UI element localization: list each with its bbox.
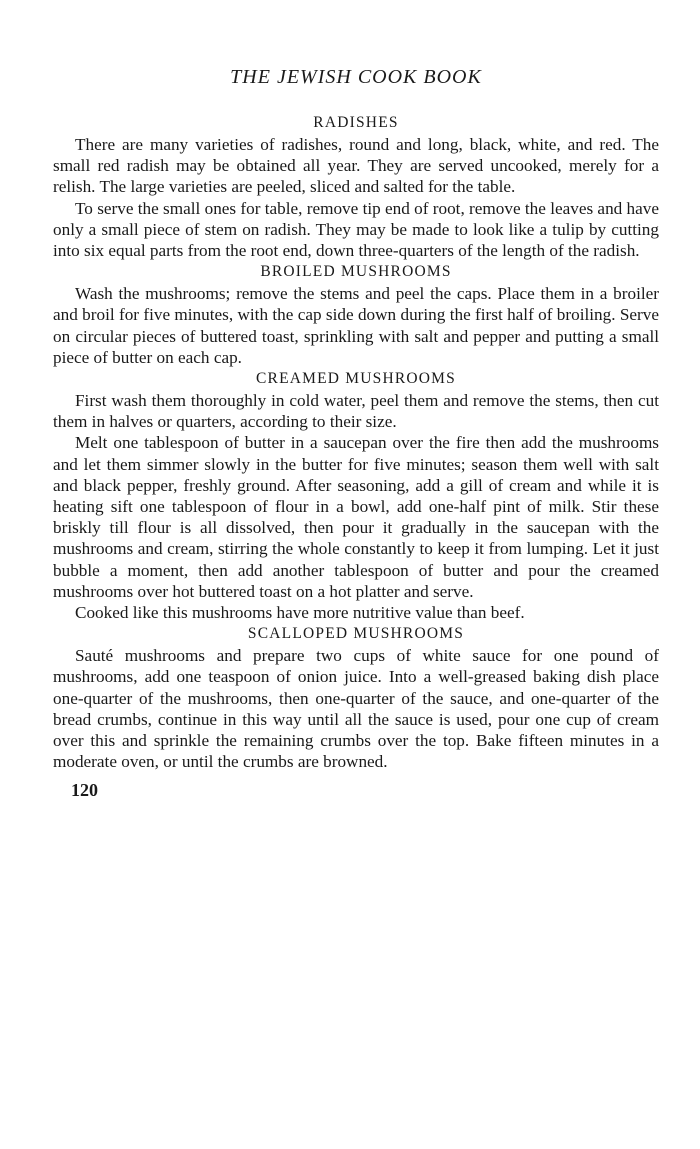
page-number: 120: [71, 780, 98, 801]
paragraph: First wash them thoroughly in cold water, peel them and remove the stems, then cut them in halves or quarters, according to their size.: [53, 391, 659, 432]
section-title: CREAMED MUSHROOMS: [256, 370, 456, 388]
paragraph: To serve the small ones for table, remove tip end of root, remove the leaves and have only a small piece of stem on radish. They may be made to look like a tulip by cutting into six equal parts from the root end, down three-quarters of the length of the radish.: [53, 198, 659, 261]
paragraph: Cooked like this mushrooms have more nutritive value than beef.: [75, 603, 525, 623]
section-creamed-mushrooms: [53, 368, 659, 623]
paragraph: Sauté mushrooms and prepare two cups of white sauce for one pound of mushrooms, add one teaspoon of onion juice. Into a well-greased baking dish place one-quarter of the mushrooms, then one-quarter of the sauce, and one-quarter of the bread crumbs, continue in this way until all the sauce is used, pour one cup of cream over this and sprinkle the remaining crumbs over the top. Bake fifteen minutes in a moderate oven, or until the crumbs are browned.: [53, 646, 659, 772]
section-title: RADISHES: [313, 114, 399, 131]
section-scalloped-mushrooms: [53, 623, 659, 772]
paragraph: There are many varieties of radishes, round and long, black, white, and red. The small red radish may be obtained all year. They are served uncooked, merely for a relish. The large varieties are peeled, sliced and salted for the table.: [53, 135, 659, 197]
section-title: BROILED MUSHROOMS: [260, 263, 452, 281]
running-head: THE JEWISH COOK BOOK: [230, 66, 482, 88]
section-broiled-mushrooms: [53, 261, 659, 368]
paragraph: Melt one tablespoon of butter in a saucepan over the fire then add the mushrooms and let them simmer slowly in the butter for five minutes; season them well with salt and black pepper, freshly ground. After seasoning, add a gill of cream and while it is heating sift one tablespoon of flour in a bowl, add one-half pint of milk. Stir these briskly till flour is all dissolved, then pour it gradually in the saucepan with the mushrooms and cream, stirring the whole constantly to keep it from lumping. Let it just bubble a moment, then add another tablespoon of butter and pour the creamed mushrooms over hot buttered toast on a hot platter and serve.: [53, 433, 659, 601]
section-title: SCALLOPED MUSHROOMS: [247, 625, 465, 643]
book-page: [53, 64, 659, 802]
section-radishes: [53, 112, 659, 261]
paragraph: Wash the mushrooms; remove the stems and peel the caps. Place them in a broiler and broil for five minutes, with the cap side down during the first half of broiling. Serve on circular pieces of buttered toast, sprinkling with salt and pepper and putting a small piece of butter on each cap.: [53, 284, 659, 367]
